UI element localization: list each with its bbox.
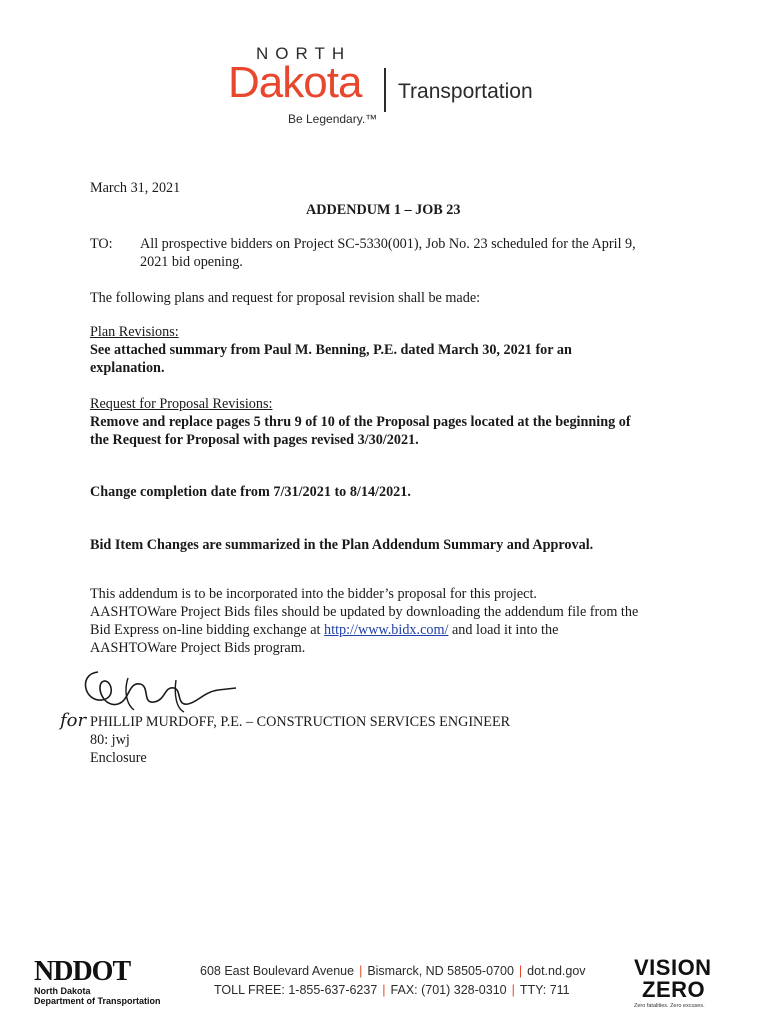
to-label: TO: (90, 236, 113, 252)
signer-name-title: PHILLIP MURDOFF, P.E. – CONSTRUCTION SERVICES ENGINEER (90, 714, 511, 730)
closing-line-3 (90, 622, 558, 639)
nddot-subtitle (34, 986, 161, 1006)
footer-contact (200, 962, 586, 1000)
footer-line-2: TOLL FREE: 1-855-637-6237 | FAX: (701) 328-0310 | TTY: 711 (214, 983, 570, 997)
footer-line-1: 608 East Boulevard Avenue | Bismarck, ND 58505-0700 | dot.nd.gov (200, 964, 586, 978)
closing-line-1: This addendum is to be incorporated into the bidder’s proposal for this project. (90, 586, 537, 602)
closing-line-2: AASHTOWare Project Bids files should be updated by downloading the addendum file from the (90, 604, 639, 620)
footer-tty: TTY: 711 (519, 983, 570, 997)
to-line-2: 2021 bid opening. (140, 254, 243, 270)
enclosure-note: Enclosure (90, 750, 147, 766)
footer-tollfree: TOLL FREE: 1-855-637-6237 (214, 983, 378, 997)
rfp-revisions-line-2: the Request for Proposal with pages revised 3/30/2021. (90, 432, 419, 448)
bidx-link[interactable]: http://www.bidx.com/ (324, 622, 449, 638)
addendum-title: ADDENDUM 1 – JOB 23 (306, 202, 461, 218)
closing-line-3-post: and load it into the (448, 622, 559, 638)
vision-zero-tagline: Zero fatalities. Zero excuses. (634, 1003, 705, 1009)
closing-line-3-pre: Bid Express on-line bidding exchange at (90, 622, 325, 638)
vision-zero-logo-top: VISION (634, 955, 712, 980)
footer-city: Bismarck, ND 58505-0700 (367, 964, 514, 978)
vision-zero-logo-bottom: ZERO (642, 977, 706, 1002)
logo-tagline: Be Legendary.™ (288, 112, 378, 126)
intro-text: The following plans and request for proposal revision shall be made: (90, 290, 481, 306)
logo-divider (384, 68, 386, 112)
plan-revisions-line-1: See attached summary from Paul M. Benning, P.E. dated March 30, 2021 for an (90, 342, 572, 358)
plan-revisions-heading: Plan Revisions: (90, 324, 179, 340)
footer-address: 608 East Boulevard Avenue (200, 964, 355, 978)
completion-date-change: Change completion date from 7/31/2021 to 8/14/2021. (90, 484, 411, 500)
signature-for: for (60, 710, 87, 731)
closing-line-4: AASHTOWare Project Bids program. (90, 640, 306, 656)
to-line-1: All prospective bidders on Project SC-5330(001), Job No. 23 scheduled for the April 9, (140, 236, 636, 252)
nddot-sub-line-2: Department of Transportation (34, 996, 161, 1006)
nddot-logo: NDDOT (34, 956, 131, 987)
letter-date: March 31, 2021 (90, 180, 181, 196)
rfp-revisions-heading: Request for Proposal Revisions: (90, 396, 273, 412)
plan-revisions-line-2: explanation. (90, 360, 165, 376)
footer-fax: FAX: (701) 328-0310 (390, 983, 507, 997)
typist-initials: 80: jwj (90, 732, 130, 748)
logo-north: NORTH (256, 44, 352, 63)
logo-transportation: Transportation (398, 80, 533, 103)
nddot-sub-line-1: North Dakota (34, 986, 91, 996)
bid-item-changes: Bid Item Changes are summarized in the Plan Addendum Summary and Approval. (90, 537, 594, 553)
logo-dakota: Dakota (228, 58, 362, 107)
footer-web: dot.nd.gov (527, 964, 586, 978)
rfp-revisions-line-1: Remove and replace pages 5 thru 9 of 10 of the Proposal pages located at the beginning of (90, 414, 631, 430)
